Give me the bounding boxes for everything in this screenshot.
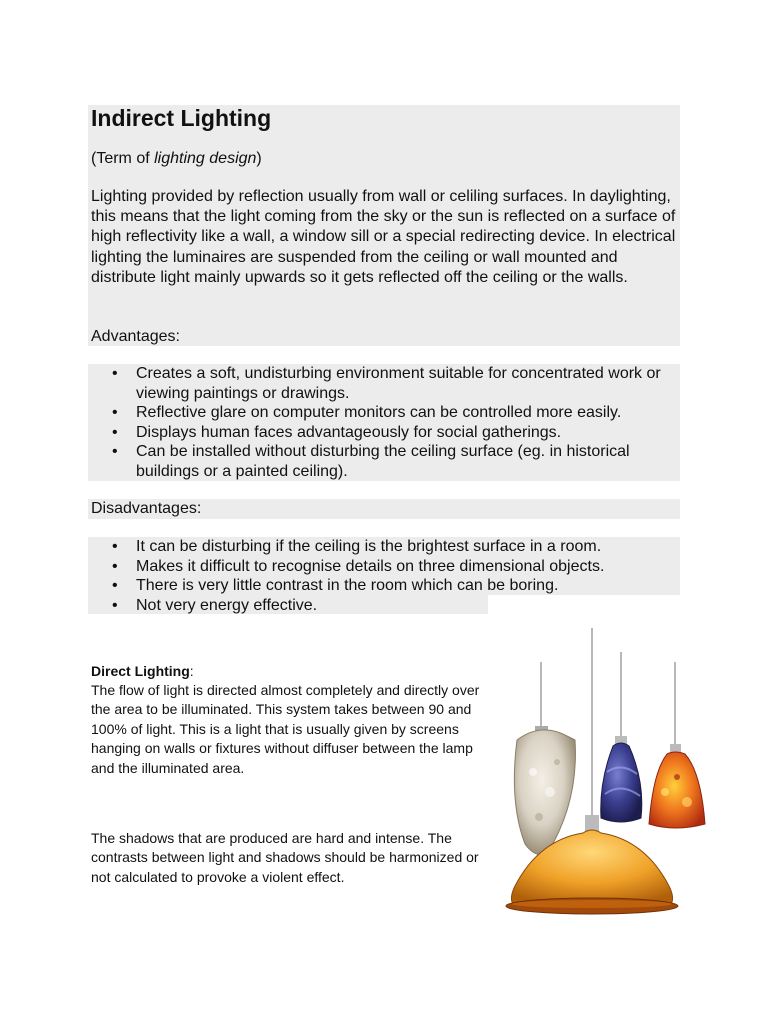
- list-item: • Not very energy effective.: [91, 596, 681, 616]
- list-item: • There is very little contrast in the room which can be boring.: [91, 576, 681, 596]
- subtitle: [91, 148, 262, 170]
- list-item: • Displays human faces advantageously for social gatherings.: [91, 423, 681, 443]
- list-item: • Reflective glare on computer monitors can be controlled more easily.: [91, 403, 681, 423]
- direct-lighting-colon: :: [189, 663, 194, 679]
- advantages-heading: Advantages:: [91, 328, 180, 345]
- direct-lighting-heading: [91, 661, 194, 681]
- red-pendant-lamp: [649, 744, 705, 828]
- shadows-paragraph: The shadows that are produced are hard and intense. The contrasts between light and shadows should be harmonized or not calculated to provoke a violent effect.: [91, 830, 479, 885]
- white-pendant-lamp: [514, 726, 575, 855]
- intro-paragraph: Lighting provided by reflection usually from wall or celiling surfaces. In daylighting, this means that the light coming from the sky or the sun is reflected on a surface of high reflectivity like a wall, a window sill or a special redirecting device. In electrical lighting the luminaires are suspended from the ceiling or wall mounted and distribute light mainly upwards so it gets reflected off the ceiling or the walls.: [91, 188, 676, 286]
- pendant-lamps-image: [495, 622, 715, 922]
- list-item: • Creates a soft, undisturbing environment suitable for concentrated work or viewing paintings or drawings.: [91, 364, 681, 403]
- direct-lighting-title: Direct Lighting: [91, 663, 190, 679]
- disadvantages-list: [91, 537, 681, 615]
- subtitle-term: lighting design: [154, 150, 257, 167]
- direct-lighting-paragraph: The flow of light is directed almost completely and directly over the area to be illuminated. This system takes between 90 and 100% of light. This is a light that is usually given by screens hanging on walls or fixtures without diffuser between the lamp and the illuminated area.: [91, 682, 480, 776]
- disadvantages-heading: Disadvantages:: [91, 500, 202, 517]
- list-item: • Makes it difficult to recognise details on three dimensional objects.: [91, 557, 681, 577]
- subtitle-suffix: ): [256, 150, 262, 167]
- page-title: Indirect Lighting: [91, 105, 272, 131]
- list-item: • Can be installed without disturbing the ceiling surface (eg. in historical buildings or a painted ceiling).: [91, 442, 681, 481]
- list-item: • It can be disturbing if the ceiling is the brightest surface in a room.: [91, 537, 681, 557]
- blue-pendant-lamp: [601, 736, 642, 822]
- advantages-list: [91, 364, 681, 481]
- subtitle-prefix: (Term of: [91, 150, 155, 167]
